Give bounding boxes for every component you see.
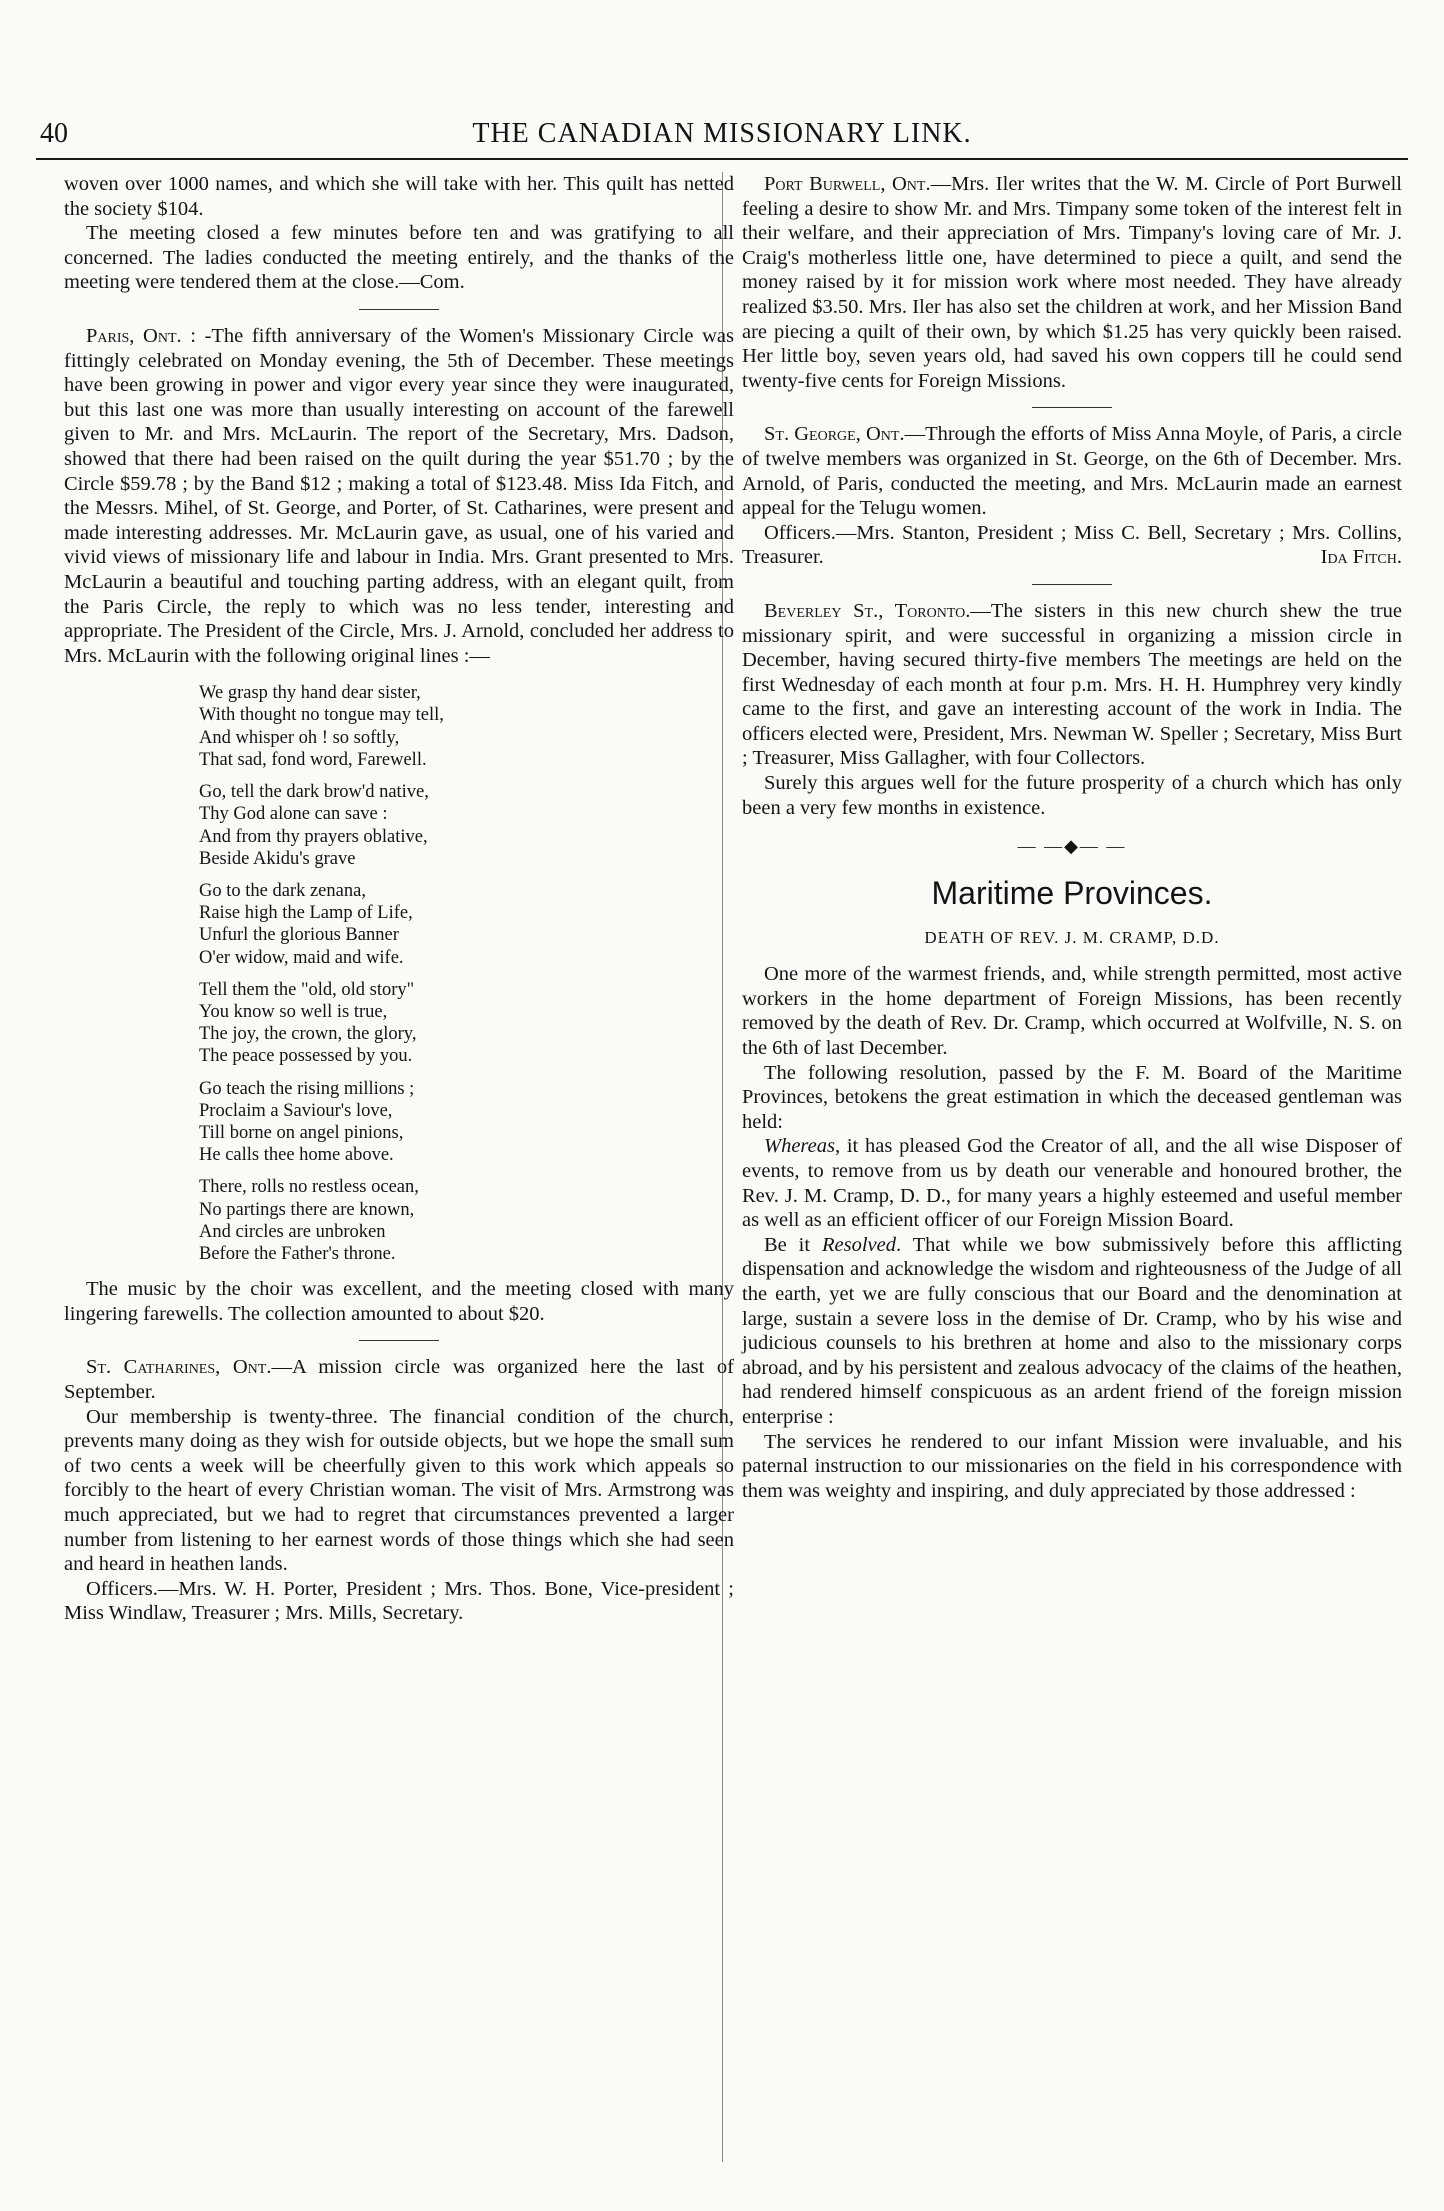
place-heading-beverley: Beverley St., Toronto. <box>764 599 971 622</box>
poem-line: And from thy prayers oblative, <box>199 826 428 847</box>
paragraph-st-george <box>742 422 1402 520</box>
poem-line: That sad, fond word, Farewell. <box>199 749 427 770</box>
place-heading-st-catharines: St. Catharines, Ont. <box>86 1356 272 1379</box>
paragraph-paris <box>64 324 734 668</box>
paragraph-resolved <box>742 1233 1402 1430</box>
paragraph-music: The music by the choir was excellent, and the meeting closed with many lingering farewells. The collection amounted to about $20. <box>64 1278 734 1325</box>
paragraph-port-burwell <box>742 172 1402 393</box>
poem-line: Till borne on angel pinions, <box>199 1122 404 1143</box>
poem-line: Before the Father's throne. <box>199 1243 396 1264</box>
poem-line: Proclaim a Saviour's love, <box>199 1100 393 1121</box>
poem-line: The peace possessed by you. <box>199 1046 413 1067</box>
poem-line: Go, tell the dark brow'd native, <box>199 782 429 803</box>
section-title: Maritime Provinces. <box>931 875 1213 912</box>
poem-line: With thought no tongue may tell, <box>199 705 444 726</box>
poem-line: The joy, the crown, the glory, <box>199 1024 417 1045</box>
poem-line: And whisper oh ! so softly, <box>199 727 400 748</box>
resolved-pre: Be it <box>764 1233 822 1256</box>
paragraph-meeting-closed: The meeting closed a few minutes before ten and was gratifying to all concerned. The ladies conducted the meeting entirely, and the thanks of the meeting were tendered them at the close.—Com. <box>64 222 734 294</box>
poem-line: Raise high the Lamp of Life, <box>199 903 413 924</box>
stanza <box>199 1176 734 1265</box>
left-column <box>64 172 734 1626</box>
st-george-text: —Through the efforts of Miss Anna Moyle, of Paris, a circle of twelve members was organized in St. George, on the 6th of December. Mrs. Arnold, of Paris, conducted the meeting, and Mrs. McLaurin made an earnest appeal for the Telugu women. <box>742 423 1402 520</box>
poem-line: No partings there are known, <box>199 1199 415 1220</box>
beverley-text: —The sisters in this new church shew the true missionary spirit, and were successful in organizing a mission circle in December, having secured thirty-five members The meetings are held on the first Wednesday of each month at four p.m. Mrs. H. H. Humphrey very kindly came to the first, and gave an interesting account of the work in India. The officers elected were, President, Mrs. Newman W. Speller ; Secretary, Miss Burt ; Treasurer, Miss Gallagher, with four Collectors. <box>742 599 1402 770</box>
poem-line: Tell them the "old, old story" <box>199 979 415 1000</box>
journal-title: THE CANADIAN MISSIONARY LINK. <box>472 118 972 149</box>
poem-line: There, rolls no restless ocean, <box>199 1177 419 1198</box>
resolved-lead: Resolved <box>821 1233 896 1256</box>
poem-line: Go teach the rising millions ; <box>199 1078 415 1099</box>
divider <box>359 1340 439 1341</box>
paragraph-prosperity: Surely this argues well for the future prosperity of a church which has only been a very few months in existence. <box>742 772 1402 819</box>
whereas-text: , it has pleased God the Creator of all, and the all wise Disposer of events, to remove from us by death our venerable and honoured brother, the Rev. J. M. Cramp, D. D., for many years a highly esteemed and useful member as well as an efficient officer of our Foreign Mission Board. <box>742 1135 1402 1232</box>
poem-line: Unfurl the glorious Banner <box>199 925 399 946</box>
whereas-lead: Whereas <box>764 1135 835 1158</box>
running-header <box>36 108 1408 160</box>
paragraph-beverley <box>742 599 1402 771</box>
paragraph-officers-st-george <box>742 521 1402 570</box>
article-subtitle: DEATH OF REV. J. M. CRAMP, D.D. <box>924 928 1220 948</box>
paragraph-officers-st-catharines: Officers.—Mrs. W. H. Porter, President ; Mrs. Thos. Bone, Vice-president ; Miss Windlaw, Treasurer ; Mrs. Mills, Secretary. <box>64 1577 734 1625</box>
place-heading-port-burwell: Port Burwell, Ont. <box>764 173 931 195</box>
stanza <box>199 880 734 969</box>
paragraph-membership: Our membership is twenty-three. The financial condition of the church, prevents many doing as they wish for outside objects, but we hope the small sum of two cents a week will be cheerfully given to this work which appeals so forcibly to the heart of every Christian woman. The visit of Mrs. Armstrong was much appreciated, but we had to regret that circumstances prevented a larger number from listening to her earnest words of those things which she had seen and heard in heathen lands. <box>64 1405 734 1576</box>
port-burwell-text: —Mrs. Iler writes that the W. M. Circle of Port Burwell feeling a desire to show Mr. and Mrs. Timpany some token of the interest felt in their welfare, and their appreciation of Mrs. Timpany's loving care of Mr. J. Craig's motherless little one, have determined to piece a quilt, and send the money raised by it for mission work where most needed. They have already realized $3.50. Mrs. Iler has also set the children at work, and her Mission Band are piecing a quilt of their own, by which $1.25 has very quickly been raised. Her little boy, seven years old, had saved his own coppers till he could send twenty-five cents for Foreign Missions. <box>742 173 1402 392</box>
poem-line: O'er widow, maid and wife. <box>199 947 404 968</box>
poem-line: Thy God alone can save : <box>199 804 388 825</box>
officers-st-george-text: Officers.—Mrs. Stanton, President ; Miss C. Bell, Secretary ; Mrs. Collins, Treasurer. <box>742 521 1402 569</box>
paragraph-services: The services he rendered to our infant Mission were invaluable, and his paternal instruction to our missionaries on the field in his correspondence with them was weighty and inspiring, and duly appreciated by those addressed : <box>742 1430 1402 1502</box>
stanza <box>199 1078 734 1167</box>
place-heading-st-george: St. George, Ont. <box>764 423 905 446</box>
divider <box>359 309 439 310</box>
paragraph-resolution-intro: The following resolution, passed by the F. M. Board of the Maritime Provinces, betokens the great estimation in which the deceased gentleman was held: <box>742 1061 1402 1133</box>
ornament-divider: — —◆— — <box>1017 836 1127 857</box>
stanza <box>199 979 734 1068</box>
poem-line: You know so well is true, <box>199 1001 388 1022</box>
paris-text: : -The fifth anniversary of the Women's Missionary Circle was fittingly celebrated on Monday evening, the 5th of December. These meetings have been growing in power and vigor every year since they were inaugurated, but this last one was more than usually interesting on account of the farewell given to Mr. and Mrs. McLaurin. The report of the Secretary, Mrs. Dadson, showed that there had been raised on the quilt during the year $51.70 ; by the Circle $59.78 ; by the Band $12 ; making a total of $123.48. Miss Ida Fitch, and the Messrs. Mihel, of St. George, and Porter, of St. Catharines, were present and made interesting addresses. Mr. McLaurin gave, as usual, one of his varied and vivid views of missionary life and labour in India. Mrs. Grant presented to Mrs. McLaurin a beautiful and touching parting address, with an elegant quilt, from the Paris Circle, the reply to which was no less tender, interesting and appropriate. The President of the Circle, Mrs. J. Arnold, concluded her address to Mrs. McLaurin with the following original lines :— <box>64 324 734 667</box>
paragraph-st-catharines <box>64 1355 734 1404</box>
signature: Ida Fitch. <box>1320 546 1402 569</box>
stanza <box>199 781 734 870</box>
divider <box>1032 584 1112 585</box>
poem-line: Beside Akidu's grave <box>199 848 356 869</box>
st-catharines-text: —A mission circle was organized here the last of September. <box>64 1356 734 1403</box>
paragraph-warmest-friends: One more of the warmest friends, and, while strength permitted, most active workers in the home department of Foreign Missions, has been recently removed by the death of Rev. Dr. Cramp, which occurred at Wolfville, N. S. on the 6th of last December. <box>742 963 1402 1060</box>
page-number: 40 <box>40 118 68 149</box>
resolved-text: . That while we bow submissively before this afflicting dispensation and acknowledge the wisdom and righteousness of the Judge of all the earth, yet we are fully conscious that our Board and the denomination at large, sustain a severe loss in the demise of Dr. Cramp, who by his wise and judicious counsels to his brethren at home and also to the missionary corps abroad, and by his persistent and zealous advocacy of the claims of the heathen, had rendered himself conspicuous as an ardent friend of the foreign mission enterprise : <box>742 1233 1403 1428</box>
poem <box>199 682 734 1265</box>
paragraph-whereas <box>742 1134 1402 1232</box>
place-heading-paris: Paris, Ont. <box>86 324 182 347</box>
paragraph-quilt: woven over 1000 names, and which she will take with her. This quilt has netted the society $104. <box>64 173 734 220</box>
poem-line: Go to the dark zenana, <box>199 880 366 901</box>
divider <box>1032 407 1112 408</box>
poem-line: And circles are unbroken <box>199 1221 386 1242</box>
poem-line: We grasp thy hand dear sister, <box>199 683 421 704</box>
right-column <box>742 172 1402 1503</box>
stanza <box>199 682 734 771</box>
poem-line: He calls thee home above. <box>199 1145 394 1166</box>
